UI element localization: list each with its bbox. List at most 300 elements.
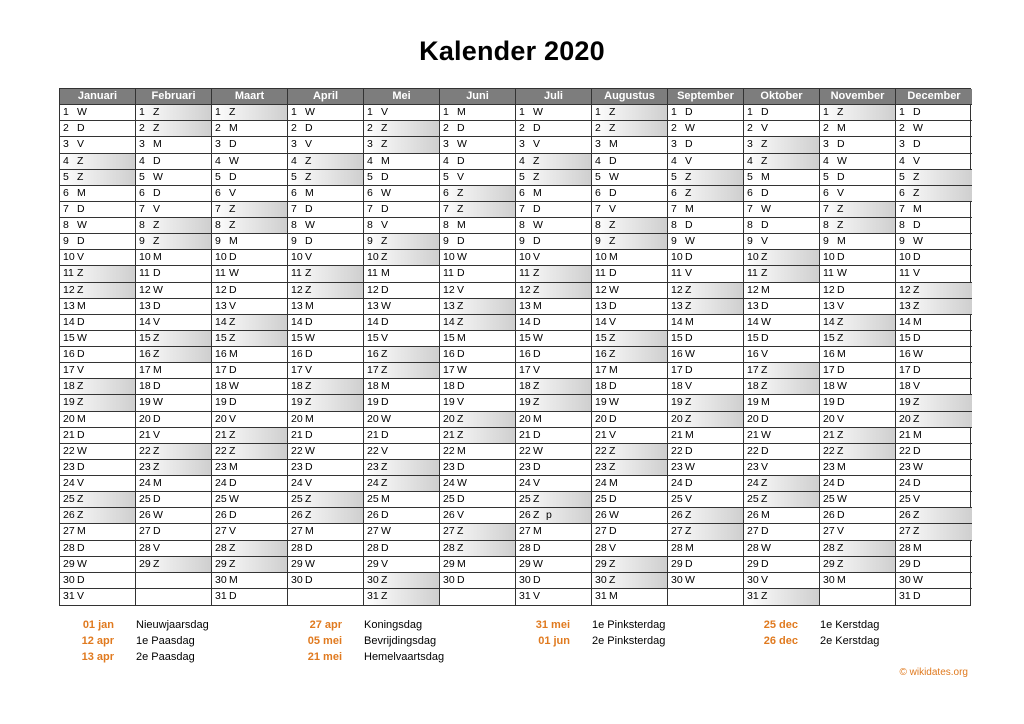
day-number: 16 [367, 348, 379, 360]
day-number: 3 [595, 138, 601, 151]
day-number: 5 [519, 170, 525, 183]
weekday-letter: M [153, 477, 162, 489]
day-number: 23 [747, 460, 759, 473]
day-cell [136, 541, 211, 557]
weekday-letter: V [457, 396, 465, 409]
day-number: 4 [519, 154, 525, 167]
day-number: 5 [291, 170, 297, 183]
day-cell [896, 589, 972, 605]
day-cell [288, 363, 363, 379]
day-cell [364, 121, 439, 137]
weekday-letter: W [609, 396, 619, 409]
day-cell [516, 331, 591, 347]
weekday-letter: Z [761, 251, 768, 264]
day-cell [896, 299, 972, 315]
day-cell [744, 137, 819, 153]
weekday-letter: D [685, 106, 693, 119]
weekday-letter: D [305, 428, 313, 441]
day-cell [212, 379, 287, 395]
month-column-november [820, 89, 896, 605]
weekday-letter: Z [685, 299, 692, 312]
day-cell [744, 395, 819, 411]
day-number: 31 [367, 589, 379, 602]
day-cell [820, 379, 895, 395]
weekday-letter: Z [77, 154, 84, 167]
day-number: 30 [215, 573, 227, 586]
day-number: 8 [139, 219, 145, 231]
day-number: 14 [747, 315, 759, 328]
weekday-letter: Z [77, 267, 84, 280]
day-cell [440, 299, 515, 315]
month-header: December [896, 89, 972, 105]
weekday-letter: D [153, 412, 161, 425]
day-number: 6 [367, 186, 373, 199]
day-cell [820, 170, 895, 186]
day-cell [820, 460, 895, 476]
day-cell [440, 444, 515, 460]
day-number: 28 [899, 541, 911, 554]
weekday-letter: D [685, 477, 693, 489]
day-cell [136, 363, 211, 379]
day-cell [592, 347, 667, 363]
weekday-letter: W [457, 364, 467, 377]
day-cell [744, 476, 819, 492]
day-cell [364, 202, 439, 218]
day-number: 1 [823, 106, 829, 119]
day-cell [212, 589, 287, 605]
weekday-letter: Z [229, 219, 236, 231]
day-cell [136, 492, 211, 508]
day-number: 30 [367, 573, 379, 586]
day-cell [60, 476, 135, 492]
weekday-letter: M [685, 315, 694, 328]
day-cell [668, 524, 743, 540]
day-cell [516, 573, 591, 589]
day-number: 2 [899, 122, 905, 135]
day-number: 23 [63, 460, 75, 473]
day-cell [820, 557, 895, 573]
day-cell [896, 428, 972, 444]
day-cell [60, 492, 135, 508]
weekday-letter: Z [305, 493, 312, 506]
day-number: 21 [519, 428, 531, 441]
weekday-letter: V [685, 493, 693, 506]
weekday-letter: W [761, 315, 771, 328]
day-number: 13 [747, 299, 759, 312]
weekday-letter: Z [77, 396, 84, 409]
day-cell [744, 170, 819, 186]
day-cell [364, 476, 439, 492]
day-number: 12 [139, 283, 151, 296]
day-cell [212, 250, 287, 266]
day-cell [896, 331, 972, 347]
day-number: 18 [671, 380, 683, 393]
holiday-item [538, 633, 666, 649]
day-number: 12 [63, 283, 75, 296]
day-cell [592, 218, 667, 234]
day-cell [440, 363, 515, 379]
day-cell [516, 412, 591, 428]
day-cell [212, 202, 287, 218]
weekday-letter: D [305, 122, 313, 135]
day-number: 6 [823, 186, 829, 199]
day-number: 8 [823, 219, 829, 231]
day-cell [212, 460, 287, 476]
month-header: Augustus [592, 89, 667, 105]
day-cell [516, 460, 591, 476]
day-number: 5 [823, 170, 829, 183]
day-cell [592, 573, 667, 589]
day-number: 23 [139, 460, 151, 473]
day-cell [364, 589, 439, 605]
weekday-letter: M [837, 235, 846, 248]
day-number: 10 [899, 251, 911, 264]
day-cell [668, 250, 743, 266]
day-number: 16 [443, 348, 455, 360]
day-number: 29 [823, 557, 835, 570]
weekday-letter: V [533, 138, 541, 151]
weekday-letter: Z [913, 299, 920, 312]
day-number: 13 [899, 299, 911, 312]
weekday-letter: M [77, 299, 86, 312]
day-number: 17 [519, 364, 531, 377]
day-cell [896, 234, 972, 250]
day-cell [60, 589, 135, 605]
day-cell [136, 250, 211, 266]
day-cell [440, 557, 515, 573]
day-cell [136, 524, 211, 540]
day-cell [288, 234, 363, 250]
weekday-letter: D [837, 138, 845, 151]
day-number: 19 [63, 396, 75, 409]
weekday-letter: D [685, 138, 693, 151]
day-number: 1 [63, 106, 69, 119]
day-cell [440, 573, 515, 589]
weekday-letter: V [609, 202, 617, 215]
day-number: 16 [519, 348, 531, 360]
day-number: 17 [291, 364, 303, 377]
day-cell [440, 170, 515, 186]
month-header: September [668, 89, 743, 105]
month-header: Juni [440, 89, 515, 105]
day-number: 18 [443, 380, 455, 393]
day-cell [820, 428, 895, 444]
weekday-letter: D [913, 444, 921, 457]
day-cell [516, 186, 591, 202]
day-cell [896, 508, 972, 524]
day-number: 16 [63, 348, 75, 360]
day-number: 21 [215, 428, 227, 441]
day-number: 8 [899, 219, 905, 231]
weekday-letter: D [457, 573, 465, 586]
weekday-letter: W [685, 573, 695, 586]
weekday-letter: M [913, 428, 922, 441]
day-cell [592, 202, 667, 218]
day-cell [60, 218, 135, 234]
weekday-letter: D [457, 267, 465, 280]
weekday-letter: W [457, 251, 467, 264]
day-cell [592, 363, 667, 379]
weekday-letter: D [533, 202, 541, 215]
day-number: 20 [595, 412, 607, 425]
day-number: 3 [899, 138, 905, 151]
day-cell [896, 137, 972, 153]
day-cell [896, 315, 972, 331]
weekday-letter: Z [837, 315, 844, 328]
day-cell [288, 395, 363, 411]
day-cell [136, 557, 211, 573]
day-number: 18 [139, 380, 151, 393]
day-number: 2 [367, 122, 373, 135]
day-cell [592, 444, 667, 460]
day-number: 28 [291, 541, 303, 554]
weekday-letter: M [457, 331, 466, 344]
weekday-letter: Z [305, 154, 312, 167]
day-cell [668, 492, 743, 508]
day-cell [668, 363, 743, 379]
weekday-letter: V [229, 299, 237, 312]
day-cell [440, 508, 515, 524]
weekday-letter: D [609, 267, 617, 280]
holiday-date: 01 jun [538, 635, 570, 647]
day-cell [820, 412, 895, 428]
day-number: 20 [747, 412, 759, 425]
weekday-letter: D [761, 557, 769, 570]
day-number: 26 [291, 509, 303, 522]
day-number: 29 [367, 557, 379, 570]
day-number: 4 [139, 154, 145, 167]
day-cell [288, 460, 363, 476]
weekday-letter: M [837, 573, 846, 586]
weekday-letter: Z [533, 283, 540, 296]
day-number: 1 [215, 106, 221, 119]
day-number: 19 [899, 396, 911, 409]
day-number: 9 [63, 235, 69, 248]
day-number: 28 [823, 541, 835, 554]
day-number: 15 [823, 331, 835, 344]
weekday-letter: W [913, 122, 923, 135]
day-number: 11 [747, 267, 758, 280]
day-cell [60, 363, 135, 379]
weekday-letter: V [381, 219, 389, 231]
day-number: 22 [595, 444, 607, 457]
weekday-letter: Z [153, 235, 160, 248]
day-number: 29 [899, 557, 911, 570]
day-number: 20 [443, 412, 455, 425]
weekday-letter: Z [761, 154, 768, 167]
day-number: 24 [899, 477, 911, 489]
weekday-letter: D [305, 460, 313, 473]
weekday-letter: Z [229, 106, 236, 119]
day-number: 17 [595, 364, 607, 377]
day-number: 5 [595, 170, 601, 183]
day-cell [668, 428, 743, 444]
empty-cell [440, 589, 515, 605]
day-cell [212, 508, 287, 524]
day-number: 21 [595, 428, 607, 441]
day-cell [744, 363, 819, 379]
day-cell [288, 154, 363, 170]
weekday-letter: V [153, 428, 161, 441]
day-cell [820, 137, 895, 153]
day-number: 26 [823, 509, 835, 522]
weekday-letter: D [153, 493, 161, 506]
day-cell [288, 170, 363, 186]
day-number: 29 [519, 557, 531, 570]
weekday-letter: Z [837, 331, 844, 344]
day-cell [744, 428, 819, 444]
day-number: 17 [823, 364, 835, 377]
day-cell [364, 137, 439, 153]
weekday-letter: D [761, 525, 769, 538]
day-number: 4 [899, 154, 905, 167]
weekday-letter: Z [761, 267, 768, 280]
day-cell [592, 428, 667, 444]
weekday-letter: V [229, 186, 237, 199]
day-cell [136, 379, 211, 395]
day-number: 24 [823, 477, 835, 489]
day-cell [364, 557, 439, 573]
weekday-letter: Z [229, 331, 236, 344]
weekday-letter: D [609, 154, 617, 167]
holiday-name: 1e Kerstdag [820, 619, 880, 631]
weekday-letter: M [153, 364, 162, 377]
weekday-letter: D [229, 138, 237, 151]
day-cell [516, 444, 591, 460]
day-cell [440, 460, 515, 476]
day-cell [668, 266, 743, 282]
weekday-letter: D [381, 283, 389, 296]
month-column-september [668, 89, 744, 605]
day-cell [744, 266, 819, 282]
day-cell [60, 202, 135, 218]
day-number: 22 [671, 444, 683, 457]
day-number: 24 [443, 477, 455, 489]
weekday-letter: Z [913, 186, 920, 199]
day-cell [896, 573, 972, 589]
day-cell [668, 476, 743, 492]
day-cell [668, 508, 743, 524]
day-number: 11 [671, 267, 682, 280]
day-number: 15 [63, 331, 75, 344]
day-cell [744, 412, 819, 428]
weekday-letter: Z [913, 170, 920, 183]
day-cell [668, 234, 743, 250]
day-number: 31 [215, 589, 227, 602]
day-number: 27 [595, 525, 607, 538]
holiday-date: 13 apr [81, 651, 114, 663]
day-number: 8 [519, 219, 525, 231]
day-number: 5 [139, 170, 145, 183]
day-number: 5 [443, 170, 449, 183]
day-cell [136, 121, 211, 137]
day-number: 1 [899, 106, 905, 119]
day-cell [592, 234, 667, 250]
day-number: 15 [899, 331, 911, 344]
day-cell [820, 573, 895, 589]
day-cell [364, 186, 439, 202]
weekday-letter: W [837, 267, 847, 280]
day-cell [212, 524, 287, 540]
weekday-letter: D [457, 460, 465, 473]
day-number: 25 [747, 493, 759, 506]
weekday-letter: Z [685, 396, 692, 409]
weekday-letter: M [913, 315, 922, 328]
day-cell [668, 444, 743, 460]
day-number: 24 [63, 477, 75, 489]
weekday-letter: D [77, 460, 85, 473]
day-number: 11 [63, 267, 74, 280]
day-number: 7 [899, 202, 905, 215]
weekday-letter: Z [153, 444, 160, 457]
day-number: 12 [215, 283, 227, 296]
weekday-letter: D [533, 122, 541, 135]
day-number: 25 [291, 493, 303, 506]
day-cell [592, 492, 667, 508]
day-cell [744, 524, 819, 540]
day-number: 6 [671, 186, 677, 199]
weekday-letter: D [381, 509, 389, 522]
weekday-letter: Z [457, 315, 464, 328]
day-cell [744, 234, 819, 250]
day-number: 13 [291, 299, 303, 312]
weekday-letter: Z [837, 444, 844, 457]
day-cell [668, 186, 743, 202]
day-cell [744, 202, 819, 218]
weekday-letter: D [457, 154, 465, 167]
day-cell [288, 444, 363, 460]
day-cell [60, 573, 135, 589]
day-cell [364, 266, 439, 282]
day-number: 7 [823, 202, 829, 215]
day-cell [440, 283, 515, 299]
day-cell [60, 331, 135, 347]
day-number: 8 [367, 219, 373, 231]
day-cell [896, 379, 972, 395]
day-cell [744, 154, 819, 170]
day-number: 23 [443, 460, 455, 473]
weekday-letter: W [381, 525, 391, 538]
day-number: 26 [747, 509, 759, 522]
day-cell [212, 234, 287, 250]
day-cell [668, 202, 743, 218]
day-cell [440, 315, 515, 331]
day-number: 4 [671, 154, 677, 167]
weekday-letter: Z [381, 364, 388, 377]
day-number: 10 [139, 251, 151, 264]
day-number: 28 [443, 541, 455, 554]
day-cell [440, 412, 515, 428]
weekday-letter: D [381, 315, 389, 328]
day-number: 6 [215, 186, 221, 199]
weekday-letter: D [153, 525, 161, 538]
day-cell [820, 105, 895, 121]
day-number: 7 [215, 202, 221, 215]
day-cell [212, 541, 287, 557]
day-cell [60, 186, 135, 202]
weekday-letter: M [913, 541, 922, 554]
day-cell [60, 541, 135, 557]
day-number: 11 [519, 267, 530, 280]
weekday-letter: Z [457, 541, 464, 554]
weekday-letter: D [685, 444, 693, 457]
day-number: 31 [747, 589, 759, 602]
weekday-letter: Z [609, 444, 616, 457]
day-cell [896, 250, 972, 266]
day-number: 21 [747, 428, 759, 441]
day-cell [136, 412, 211, 428]
holiday-date: 26 dec [763, 635, 798, 647]
